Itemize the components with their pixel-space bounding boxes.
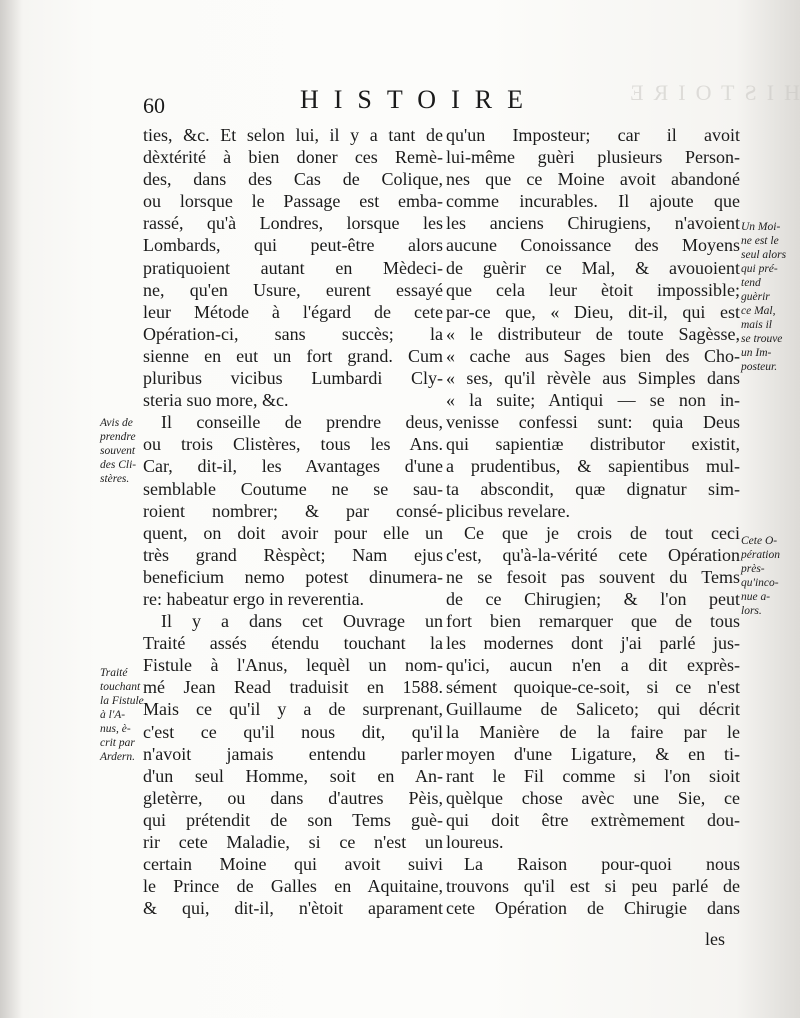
text-line: que cela leur ètoit impossible; [446, 279, 740, 300]
margin-note-line: Cete O- [741, 535, 778, 547]
margin-note-line: qu'inco- [741, 577, 779, 589]
margin-note-line: nus, è- [100, 723, 131, 735]
gutter-shadow [0, 0, 22, 1018]
margin-note-left-2 [100, 666, 144, 764]
text-line: a prudentibus, & sapientibus mul- [446, 456, 740, 477]
text-line: ta abscondit, quæ dignatur sim- [446, 478, 740, 499]
text-line: loureus. [446, 832, 504, 852]
text-line: « ses, qu'il rèvèle aus Simples dans [446, 368, 740, 389]
margin-note-line: à l'A- [100, 709, 126, 721]
margin-note-line: souvent [100, 445, 136, 457]
text-line: cete Opération de Chirugie dans [446, 898, 740, 919]
text-line: pratiquoient autant en Mèdeci- [143, 257, 443, 278]
margin-note-line: lors. [741, 605, 762, 617]
margin-note-line: se trouve [741, 333, 783, 345]
text-line: « le distributeur de toute Sagèsse, [446, 323, 740, 344]
margin-note-line: Traité [100, 667, 128, 679]
margin-note-line: tend [741, 277, 761, 289]
margin-note-right-1 [741, 220, 786, 374]
text-line: sienne en eut un fort grand. Cum [143, 345, 443, 366]
text-line: c'est, qu'à-la-vérité cete Opération [446, 544, 740, 565]
text-line: moyen d'une Ligature, & en ti- [446, 743, 740, 764]
text-line: ou trois Clistères, tous les Ans. [143, 434, 443, 455]
text-line: rant le Fil comme si l'on sioit [446, 765, 740, 786]
text-line: Opération-ci, sans succès; la [143, 323, 443, 344]
margin-note-line: posteur. [741, 361, 778, 373]
margin-note-line: ne est le [741, 235, 779, 247]
text-line: beneficium nemo potest dinumera- [143, 566, 443, 587]
text-line: Ce que je crois de tout ceci [464, 522, 740, 543]
text-line: ne se fesoit pas souvent du Tems [446, 566, 740, 587]
text-line: ne, qu'en Usure, eurent essayé [143, 279, 443, 300]
text-line: c'est ce qu'il nous dit, qu'il [143, 721, 443, 742]
bleed-through-text: HISTOIRE [620, 80, 800, 105]
page-number: 60 [143, 93, 165, 118]
text-line: nes que ce Moine avoit abandoné [446, 169, 740, 190]
text-line: lui-même guèri plusieurs Person- [446, 147, 740, 168]
text-line: & qui, dit-il, n'ètoit aparament [143, 898, 443, 919]
text-line: certain Moine qui avoit suivi [143, 854, 443, 875]
margin-note-line: nue a- [741, 591, 771, 603]
text-line: des, dans des Cas de Colique, [143, 169, 443, 190]
margin-note-line: près- [741, 563, 765, 575]
text-line: qui sapientiæ distributor existit, [446, 434, 740, 455]
margin-note-line: touchant [100, 681, 141, 693]
text-line: venisse confessi sunt: quia Deus [446, 412, 740, 433]
margin-note-line: qui pré- [741, 263, 778, 275]
text-line: Lombards, qui peut-être alors [143, 235, 443, 256]
text-line: les modernes dont j'ai parlé jus- [446, 633, 740, 654]
text-line: de ce Chirugien; & l'on peut [446, 588, 740, 609]
text-line: qu'un Imposteur; car il avoit [446, 125, 740, 145]
margin-note-line: ce Mal, [741, 305, 776, 317]
text-line: plicibus revelare. [446, 500, 570, 521]
text-line: ties, &c. Et selon lui, il y a tant de [143, 125, 443, 145]
text-line: rassé, qu'à Londres, lorsque les [143, 213, 443, 234]
catchword: les [705, 929, 725, 949]
margin-note-right-2 [741, 534, 780, 618]
right-text-column [446, 124, 740, 919]
text-line: trouvons qu'il est si peu parlé de [446, 876, 740, 897]
margin-note-left-1 [100, 416, 136, 486]
text-line: très grand Rèspèct; Nam ejus [143, 544, 443, 565]
margin-note-line: stères. [100, 473, 130, 485]
margin-note-line: pération [741, 549, 780, 561]
text-line: quèlque chose avèc une Sie, ce [446, 787, 740, 808]
text-line: la Manière de la faire par le [446, 721, 740, 742]
text-line: qui doit être extrèmement dou- [446, 809, 740, 830]
text-line: Il conseille de prendre deus, [161, 412, 443, 433]
margin-note-line: guèrir [741, 291, 770, 303]
text-line: Fistule à l'Anus, lequèl un nom- [143, 655, 443, 676]
text-line: leur Métode à l'égard de cete [143, 301, 443, 322]
text-line: fort bien remarquer que de tous [446, 611, 740, 632]
text-line: roient nombrer; & par consé- [143, 500, 443, 521]
text-line: re: habeatur ergo in reverentia. [143, 588, 365, 609]
running-head: HISTOIRE [300, 85, 538, 114]
text-line: ou lorsque le Passage est emba- [143, 191, 443, 212]
text-line: « la suite; Antiqui — se non in- [446, 390, 740, 411]
margin-note-line: prendre [100, 431, 136, 443]
text-line: sément quoique-ce-soit, si ce n'est [446, 677, 740, 698]
margin-note-line: seul alors [741, 249, 787, 261]
text-line: gletèrre, ou dans d'autres Pèis, [143, 787, 443, 808]
margin-note-line: mais il [741, 319, 772, 331]
text-line: aucune Conoissance des Moyens [446, 235, 740, 256]
margin-note-line: crit par [100, 737, 135, 749]
text-line: qui prétendit de son Tems guè- [143, 809, 443, 830]
margin-note-line: un Im- [741, 347, 772, 359]
text-line: comme incurables. Il ajoute que [446, 191, 740, 212]
text-line: pluribus vicibus Lumbardi Cly- [143, 368, 443, 389]
text-line: le Prince de Galles en Aquitaine, [143, 876, 443, 897]
text-line: La Raison pour-quoi nous [464, 854, 740, 875]
text-line: n'avoit jamais entendu parler [143, 743, 443, 764]
text-line: « cache aus Sages bien des Cho- [446, 345, 740, 366]
text-line: rir cete Maladie, si ce n'est un [143, 832, 443, 852]
text-line: dèxtérité à bien doner ces Remè- [143, 147, 443, 168]
text-line: les anciens Chirugiens, n'avoient [446, 213, 740, 234]
text-line: Guillaume de Saliceto; qui décrit [446, 699, 740, 720]
text-line: par-ce que, « Dieu, dit-il, qui est [446, 301, 740, 322]
text-line: de guèrir ce Mal, & avouoient [446, 257, 740, 278]
left-text-column [143, 124, 443, 919]
margin-note-line: la Fistule [100, 695, 144, 707]
text-line: semblable Coutume ne se sau- [143, 478, 443, 499]
text-line: d'un seul Homme, soit en An- [143, 765, 443, 786]
text-line: mé Jean Read traduisit en 1588. [143, 677, 443, 698]
margin-note-line: Un Moi- [741, 221, 781, 233]
margin-note-line: des Cli- [100, 459, 137, 471]
text-line: Traité assés étendu touchant la [143, 633, 443, 654]
text-line: quent, on doit avoir pour elle un [143, 522, 443, 543]
margin-note-line: Avis de [100, 417, 133, 429]
margin-note-line: Ardern. [100, 751, 136, 763]
text-line: Car, dit-il, les Avantages d'une [143, 456, 443, 477]
text-line: Mais ce qu'il y a de surprenant, [143, 699, 443, 720]
text-line: steria suo more, &c. [143, 390, 289, 411]
text-line: Il y a dans cet Ouvrage un [161, 611, 443, 632]
text-line: qu'ici, aucun n'en a dit exprès- [446, 655, 740, 676]
